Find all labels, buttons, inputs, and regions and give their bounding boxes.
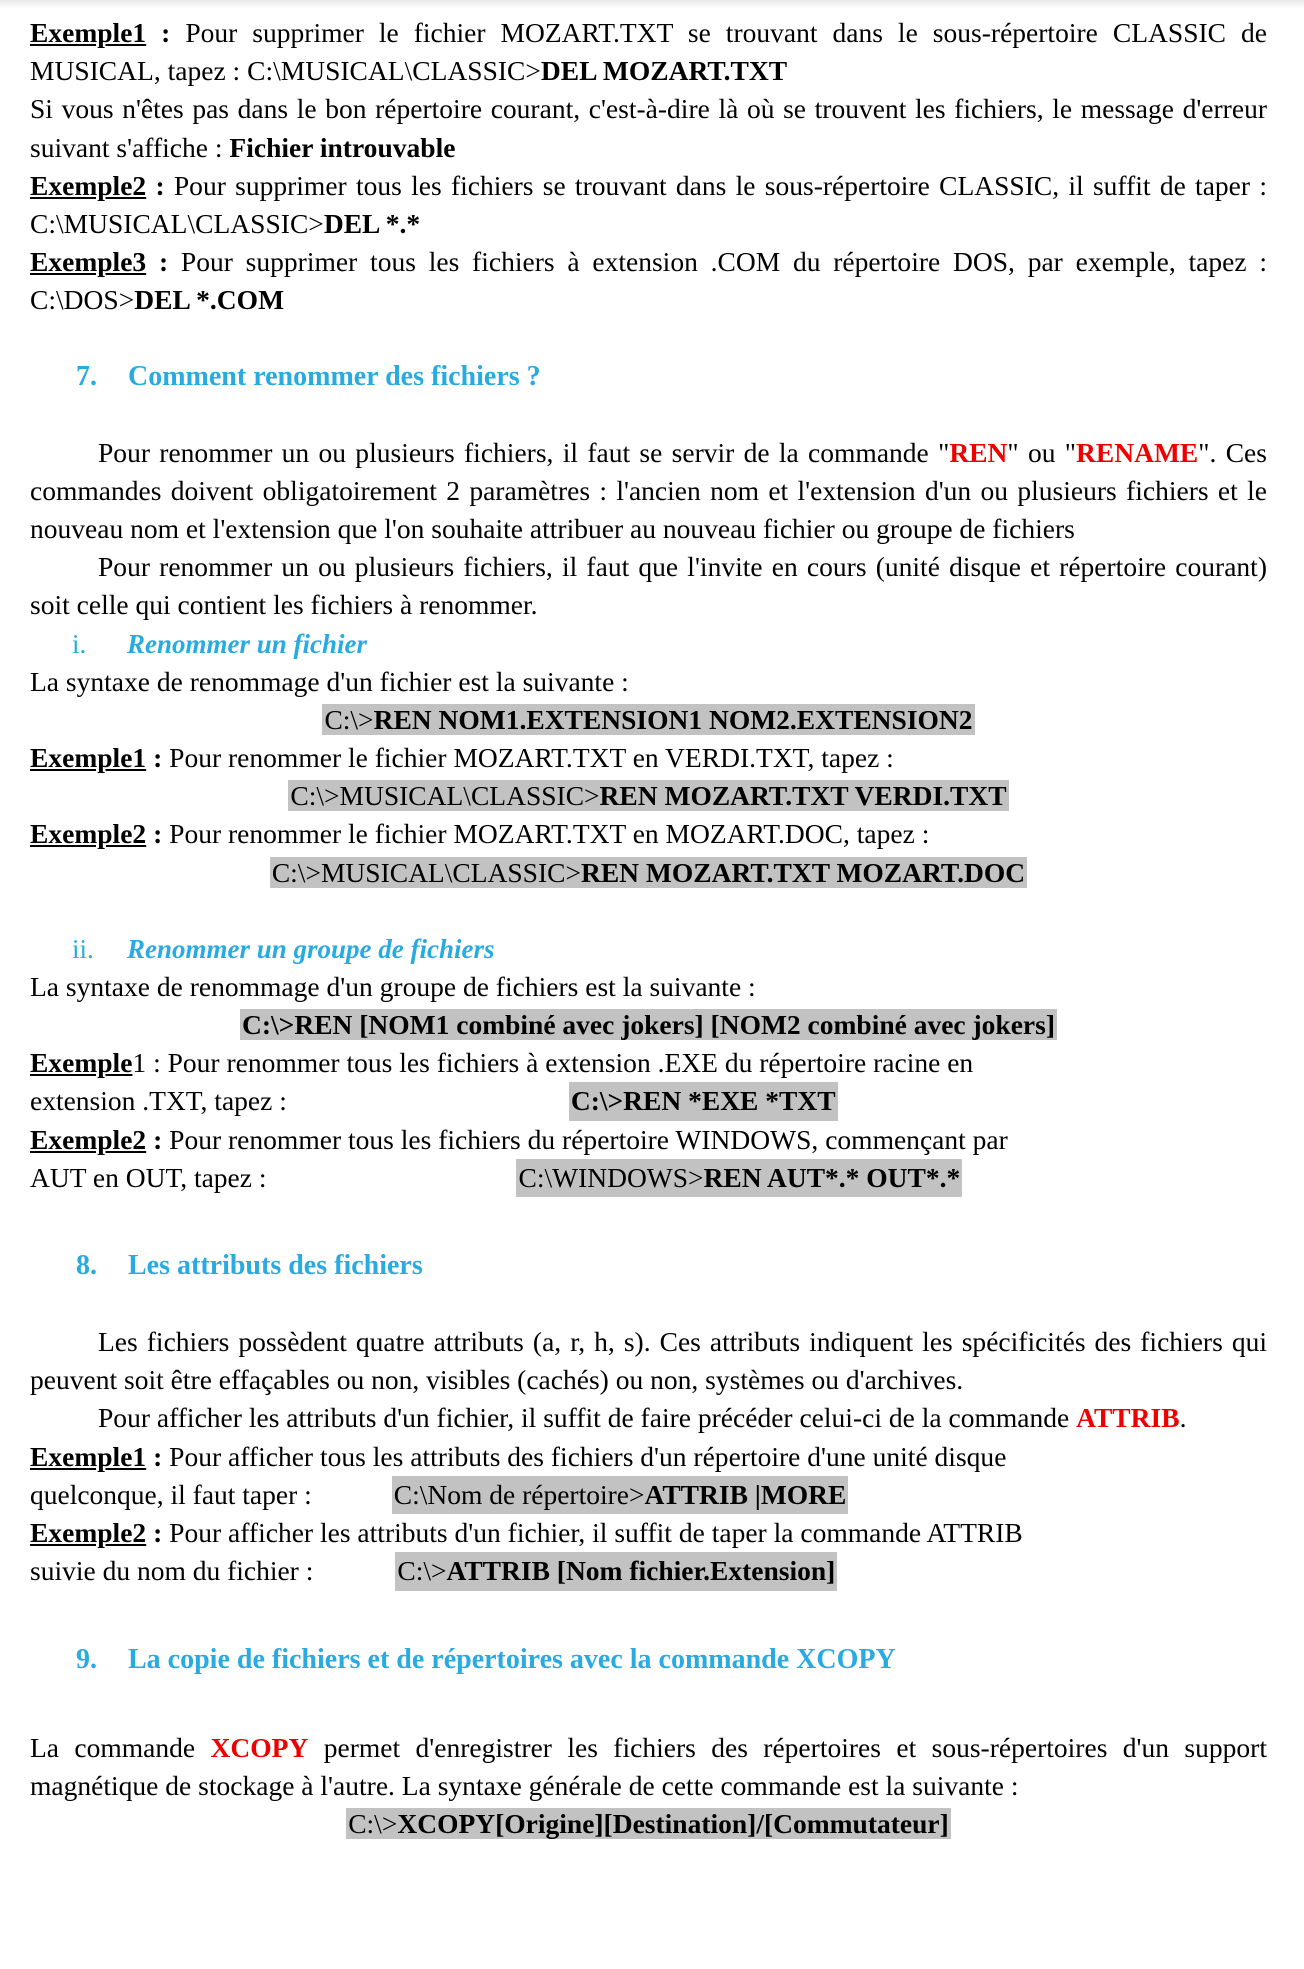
sub-i-ex2-prompt: C:\>MUSICAL\CLASSIC>	[271, 856, 581, 888]
s8-ex2-colon: :	[146, 1517, 170, 1549]
s7p1-part2: " ou "	[1007, 436, 1076, 468]
sub-ii-ex2-highlight	[516, 1159, 962, 1197]
spacer	[30, 396, 1267, 434]
sub-ii-ex2-command: REN AUT*.* OUT*.*	[703, 1161, 961, 1193]
exemple3-prompt: C:\DOS>	[30, 284, 135, 316]
sub-i-ex2-colon: :	[146, 818, 170, 850]
sub-ii-example2-line1	[30, 1121, 1267, 1159]
section9-number: 9.	[76, 1643, 97, 1675]
spacer	[30, 320, 1267, 358]
subsection-ii-numeral: ii.	[72, 933, 94, 964]
s8-ex1-command: ATTRIB |MORE	[644, 1478, 847, 1510]
sub-i-ex1-label: Exemple1	[30, 742, 147, 774]
sub-ii-syntax-intro: La syntaxe de renommage d'un groupe de fichiers est la suivante :	[30, 970, 756, 1002]
sub-i-ex1-colon: :	[146, 742, 170, 774]
del-example1-paragraph	[30, 14, 1267, 90]
s9-syntax-highlight	[346, 1808, 951, 1839]
s7p1-part3: ". Ces commandes doivent obligatoirement 2 paramètres : l'ancien nom et l'extension d'un ou plusieurs fichiers et le nouveau nom et l'extension que l'on souhaite attribuer au nouveau fichier ou groupe de fichiers	[30, 436, 1267, 545]
error-note-text: Si vous n'êtes pas dans le bon répertoire courant, c'est-à-dire là où se trouvent les fichiers, le message d'erreur suivant s'affiche :	[30, 93, 1267, 163]
subsection-i-numeral: i.	[72, 628, 87, 659]
del-error-note-paragraph	[30, 90, 1267, 166]
section9-paragraph1	[30, 1729, 1267, 1805]
section7-number: 7.	[76, 360, 97, 392]
spacer	[30, 1591, 1267, 1641]
attrib-command-inline: ATTRIB	[1076, 1402, 1180, 1434]
section7-paragraph2	[30, 548, 1267, 624]
page-top-edge-band	[0, 0, 1304, 9]
subsection-i-heading-wrap	[30, 625, 1267, 663]
s8-ex1-text2: quelconque, il faut taper :	[30, 1478, 312, 1510]
rename-command-inline: RENAME	[1076, 436, 1199, 468]
exemple1-command: DEL MOZART.TXT	[540, 55, 788, 87]
spacer	[30, 1197, 1267, 1247]
sub-i-example1-command-line	[30, 777, 1267, 815]
exemple1-colon: :	[146, 17, 186, 48]
exemple2-prompt: C:\MUSICAL\CLASSIC>	[30, 208, 324, 240]
spacer	[30, 892, 1267, 930]
sub-ii-example1-line1	[30, 1044, 1267, 1082]
s8-ex2-text1: Pour afficher les attributs d'un fichier, il suffit de taper la commande ATTRIB	[169, 1517, 1023, 1549]
s9-syntax-command: XCOPY[Origine][Destination]/[Commutateur]	[397, 1807, 949, 1839]
section7-paragraph1	[30, 434, 1267, 549]
s9p1-part2: permet d'enregistrer les fichiers des répertoires et sous-répertoires d'un support magnétique de stockage à l'autre. La syntaxe générale de cette commande est la suivante :	[30, 1731, 1267, 1801]
section8-example1-line1	[30, 1438, 1267, 1476]
s8p2-part1: Pour afficher les attributs d'un fichier, il suffit de faire précéder celui-ci de la commande	[98, 1402, 1077, 1434]
s8-ex2-text2: suivie du nom du fichier :	[30, 1555, 314, 1587]
exemple2-label: Exemple2	[30, 169, 147, 201]
s8p2-part2: .	[1179, 1402, 1187, 1434]
subsection-ii-heading-wrap	[30, 930, 1267, 968]
s7p1-part1: Pour renommer un ou plusieurs fichiers, il faut se servir de la commande "	[98, 436, 950, 468]
sub-ii-ex1-label-tail: 1	[132, 1047, 147, 1079]
sub-i-ex1-text: Pour renommer le fichier MOZART.TXT en VERDI.TXT, tapez :	[169, 742, 894, 774]
del-example2-paragraph	[30, 167, 1267, 243]
sub-ii-syntax-command: REN [NOM1 combiné avec jokers] [NOM2 combiné avec jokers]	[294, 1009, 1055, 1041]
sub-ii-ex2-label: Exemple2	[30, 1123, 147, 1155]
s7p2-text: Pour renommer un ou plusieurs fichiers, il faut que l'invite en cours (unité disque et répertoire courant) soit celle qui contient les fichiers à renommer.	[30, 551, 1267, 621]
sub-ii-example2-line2	[30, 1159, 1267, 1197]
section7-title: Comment renommer des fichiers ?	[128, 360, 541, 392]
s8-ex1-colon: :	[146, 1440, 170, 1472]
exemple3-text: Pour supprimer tous les fichiers à extension .COM du répertoire DOS, par exemple, tapez :	[180, 246, 1267, 278]
s8-ex2-label: Exemple2	[30, 1517, 147, 1549]
section9-syntax-line	[30, 1805, 1267, 1843]
spacer	[30, 1679, 1267, 1729]
sub-ii-ex2-colon: :	[146, 1123, 170, 1155]
sub-ii-ex1-colon: :	[146, 1047, 168, 1079]
sub-i-syntax-line	[30, 701, 1267, 739]
sub-ii-ex1-prompt: C:\>	[570, 1085, 624, 1117]
sub-i-syntax-highlight	[322, 704, 974, 735]
s9p1-part1: La commande	[30, 1731, 211, 1763]
sub-i-syntax-intro: La syntaxe de renommage d'un fichier est la suivante :	[30, 665, 629, 697]
sub-i-syntax-command: REN NOM1.EXTENSION1 NOM2.EXTENSION2	[373, 703, 973, 735]
exemple3-label: Exemple3	[30, 246, 147, 278]
error-message: Fichier introuvable	[229, 131, 456, 163]
sub-ii-ex1-label: Exemple	[30, 1047, 133, 1079]
section8-paragraph2	[30, 1399, 1267, 1437]
sub-i-ex1-prompt: C:\>MUSICAL\CLASSIC>	[290, 780, 600, 812]
ren-command-inline: REN	[949, 436, 1008, 468]
subsection-i-heading	[72, 625, 1267, 663]
exemple2-text: Pour supprimer tous les fichiers se trouvant dans le sous-répertoire CLASSIC, il suffit de taper :	[173, 169, 1267, 201]
section7-heading	[76, 358, 1267, 396]
sub-ii-ex2-prompt: C:\WINDOWS>	[518, 1161, 704, 1193]
sub-ii-ex2-text2: AUT en OUT, tapez :	[30, 1161, 267, 1193]
exemple1-text: Pour supprimer le fichier MOZART.TXT se trouvant dans le sous-répertoire CLASSIC de MUSICAL, tapez :	[30, 17, 1267, 87]
section8-example1-line2	[30, 1476, 1267, 1514]
exemple1-prompt: C:\MUSICAL\CLASSIC>	[247, 55, 541, 87]
exemple1-label: Exemple1	[30, 17, 147, 48]
s8-ex2-command: ATTRIB [Nom fichier.Extension]	[446, 1555, 836, 1587]
s8-ex2-highlight	[395, 1552, 837, 1590]
sub-i-example2-line	[30, 815, 1267, 853]
s8-ex1-highlight	[392, 1476, 849, 1514]
section7-heading-wrap	[30, 358, 1267, 396]
del-example3-paragraph	[30, 243, 1267, 319]
sub-ii-syntax-line	[30, 1006, 1267, 1044]
sub-ii-ex1-text2: extension .TXT, tapez :	[30, 1085, 287, 1117]
sub-i-ex1-highlight	[288, 780, 1008, 811]
sub-i-ex2-highlight	[270, 857, 1027, 888]
xcopy-command-inline: XCOPY	[210, 1731, 309, 1763]
exemple3-command: DEL *.COM	[134, 284, 285, 316]
sub-i-example2-command-line	[30, 854, 1267, 892]
s8-ex1-label: Exemple1	[30, 1440, 147, 1472]
subsection-i-title: Renommer un fichier	[127, 628, 368, 659]
sub-ii-ex1-text1: Pour renommer tous les fichiers à extension .EXE du répertoire racine en	[167, 1047, 974, 1079]
sub-i-example1-line	[30, 739, 1267, 777]
sub-ii-example1-line2	[30, 1082, 1267, 1120]
exemple3-colon: :	[146, 246, 181, 278]
subsection-ii-heading	[72, 930, 1267, 968]
sub-i-syntax-prompt: C:\>	[324, 703, 374, 735]
section8-heading-wrap	[30, 1247, 1267, 1285]
sub-i-ex1-command: REN MOZART.TXT VERDI.TXT	[599, 780, 1007, 812]
section8-paragraph1	[30, 1323, 1267, 1399]
section9-heading-wrap	[30, 1641, 1267, 1679]
sub-i-ex2-label: Exemple2	[30, 818, 147, 850]
sub-i-ex2-text: Pour renommer le fichier MOZART.TXT en MOZART.DOC, tapez :	[169, 818, 930, 850]
exemple2-command: DEL *.*	[323, 208, 421, 240]
sub-ii-syntax-highlight	[240, 1009, 1057, 1040]
s9-syntax-prompt: C:\>	[348, 1807, 398, 1839]
section9-title: La copie de fichiers et de répertoires avec la commande XCOPY	[128, 1643, 896, 1675]
subsection-ii-title: Renommer un groupe de fichiers	[127, 933, 495, 964]
section8-example2-line2	[30, 1552, 1267, 1590]
section8-heading	[76, 1247, 1267, 1285]
section8-title: Les attributs des fichiers	[128, 1250, 423, 1282]
section8-example2-line1	[30, 1514, 1267, 1552]
s8-ex1-text1: Pour afficher tous les attributs des fichiers d'un répertoire d'une unité disque	[169, 1440, 1007, 1472]
s8p1-text: Les fichiers possèdent quatre attributs (a, r, h, s). Ces attributs indiquent les spécificités des fichiers qui peuvent soit être effaçables ou non, visibles (cachés) ou non, systèmes ou d'archives.	[30, 1326, 1267, 1396]
s8-ex2-prompt: C:\>	[397, 1555, 447, 1587]
s8-ex1-prompt: C:\Nom de répertoire>	[393, 1478, 645, 1510]
sub-ii-ex1-command: REN *EXE *TXT	[623, 1085, 836, 1117]
section9-heading	[76, 1641, 1267, 1679]
exemple2-colon: :	[146, 169, 174, 201]
sub-ii-ex1-highlight	[569, 1082, 838, 1120]
sub-ii-syntax-prompt: C:\>	[242, 1009, 295, 1041]
sub-ii-ex2-text1: Pour renommer tous les fichiers du répertoire WINDOWS, commençant par	[169, 1123, 1008, 1155]
spacer	[30, 1285, 1267, 1323]
sub-i-ex2-command: REN MOZART.TXT MOZART.DOC	[580, 856, 1026, 888]
section8-number: 8.	[76, 1250, 97, 1282]
